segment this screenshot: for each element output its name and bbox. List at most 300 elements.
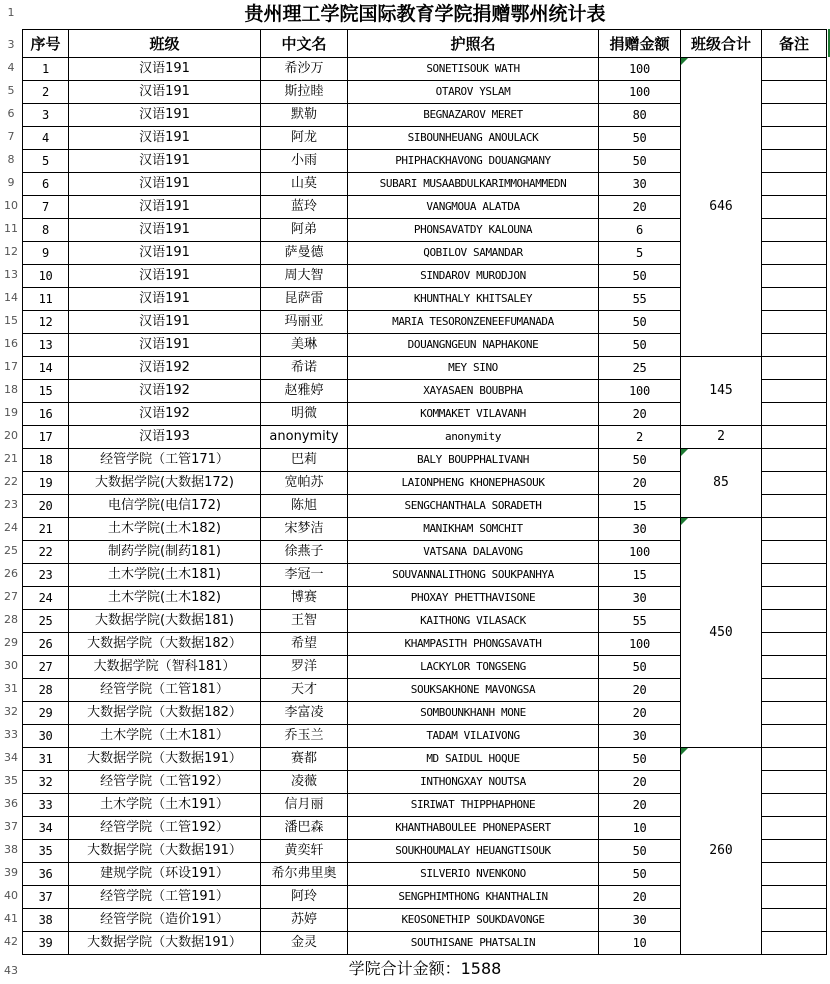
cell-amount[interactable]: 50 (599, 311, 681, 334)
cell-chinese-name[interactable]: 潘巴森 (261, 817, 348, 840)
cell-chinese-name[interactable]: 山莫 (261, 173, 348, 196)
cell-class-total[interactable] (681, 518, 762, 748)
cell-passport-name[interactable]: QOBILOV SAMANDAR (348, 242, 599, 265)
cell-passport-name[interactable]: SIRIWAT THIPPHAPHONE (348, 794, 599, 817)
cell-remark[interactable] (762, 633, 827, 656)
cell-class[interactable]: 汉语193 (69, 426, 261, 449)
cell-passport-name[interactable]: PHIPHACKHAVONG DOUANGMANY (348, 150, 599, 173)
cell-amount[interactable]: 100 (599, 380, 681, 403)
cell-remark[interactable] (762, 357, 827, 380)
cell-chinese-name[interactable]: 苏婷 (261, 909, 348, 932)
cell-class[interactable]: 大数据学院（大数据182） (69, 633, 261, 656)
cell-amount[interactable]: 80 (599, 104, 681, 127)
cell-class[interactable]: 经管学院（工管192） (69, 771, 261, 794)
cell-remark[interactable] (762, 518, 827, 541)
cell-passport-name[interactable]: MEY SINO (348, 357, 599, 380)
cell-amount[interactable]: 20 (599, 472, 681, 495)
grand-total-cell[interactable]: 学院合计金额：1588 (348, 959, 502, 978)
row-number[interactable]: 10 (4, 199, 18, 212)
cell-no[interactable]: 30 (23, 725, 69, 748)
cell-class[interactable]: 经管学院（工管191） (69, 886, 261, 909)
cell-chinese-name[interactable]: 凌薇 (261, 771, 348, 794)
cell-class[interactable]: 经管学院（工管171） (69, 449, 261, 472)
cell-remark[interactable] (762, 794, 827, 817)
cell-no[interactable]: 18 (23, 449, 69, 472)
cell-passport-name[interactable]: XAYASAEN BOUBPHA (348, 380, 599, 403)
cell-no[interactable]: 27 (23, 656, 69, 679)
cell-no[interactable]: 21 (23, 518, 69, 541)
cell-amount[interactable]: 55 (599, 288, 681, 311)
table-row (23, 518, 827, 541)
cell-no[interactable]: 2 (23, 81, 69, 104)
row-number[interactable]: 5 (7, 84, 15, 97)
cell-amount[interactable]: 20 (599, 403, 681, 426)
row-number[interactable]: 30 (4, 659, 18, 672)
row-number[interactable]: 9 (7, 176, 15, 189)
cell-class[interactable]: 汉语192 (69, 380, 261, 403)
cell-passport-name[interactable]: LACKYLOR TONGSENG (348, 656, 599, 679)
cell-class[interactable]: 制药学院(制药181) (69, 541, 261, 564)
cell-remark[interactable] (762, 288, 827, 311)
cell-passport-name[interactable]: SONETISOUK WATH (348, 58, 599, 81)
row-number[interactable]: 19 (4, 406, 18, 419)
row-number[interactable]: 17 (4, 360, 18, 373)
cell-amount[interactable]: 50 (599, 150, 681, 173)
cell-no[interactable]: 20 (23, 495, 69, 518)
cell-amount[interactable]: 20 (599, 679, 681, 702)
cell-amount[interactable]: 100 (599, 541, 681, 564)
cell-class[interactable]: 大数据学院(大数据172) (69, 472, 261, 495)
cell-remark[interactable] (762, 748, 827, 771)
cell-class[interactable]: 土木学院(土木182) (69, 587, 261, 610)
row-number[interactable]: 37 (4, 820, 18, 833)
cell-class[interactable]: 汉语191 (69, 127, 261, 150)
cell-amount[interactable]: 50 (599, 127, 681, 150)
cell-passport-name[interactable]: KHANTHABOULEE PHONEPASERT (348, 817, 599, 840)
cell-amount[interactable]: 30 (599, 909, 681, 932)
class-total-value: 2 (717, 429, 725, 444)
cell-class[interactable]: 汉语191 (69, 150, 261, 173)
row-number[interactable]: 42 (4, 935, 18, 948)
row-number[interactable]: 27 (4, 590, 18, 603)
cell-chinese-name[interactable]: 希尔弗里奥 (261, 863, 348, 886)
cell-passport-name[interactable]: anonymity (348, 426, 599, 449)
cell-remark[interactable] (762, 127, 827, 150)
row-number[interactable]: 8 (7, 153, 15, 166)
cell-remark[interactable] (762, 173, 827, 196)
cell-class[interactable]: 汉语192 (69, 403, 261, 426)
row-number[interactable]: 40 (4, 889, 18, 902)
row-number[interactable]: 6 (7, 107, 15, 120)
cell-passport-name[interactable]: SOUKSAKHONE MAVONGSA (348, 679, 599, 702)
cell-no[interactable]: 3 (23, 104, 69, 127)
cell-no[interactable]: 25 (23, 610, 69, 633)
cell-class[interactable]: 经管学院（工管192） (69, 817, 261, 840)
cell-passport-name[interactable]: KOMMAKET VILAVANH (348, 403, 599, 426)
cell-no[interactable]: 22 (23, 541, 69, 564)
cell-chinese-name[interactable]: 默勒 (261, 104, 348, 127)
cell-no[interactable]: 34 (23, 817, 69, 840)
row-number[interactable]: 16 (4, 337, 18, 350)
cell-chinese-name[interactable]: 天才 (261, 679, 348, 702)
cell-no[interactable]: 8 (23, 219, 69, 242)
cell-no[interactable]: 12 (23, 311, 69, 334)
cell-amount[interactable]: 50 (599, 449, 681, 472)
cell-no[interactable]: 4 (23, 127, 69, 150)
cell-no[interactable]: 39 (23, 932, 69, 955)
cell-class[interactable]: 汉语191 (69, 288, 261, 311)
row-number[interactable]: 13 (4, 268, 18, 281)
cell-amount[interactable]: 50 (599, 265, 681, 288)
cell-remark[interactable] (762, 196, 827, 219)
row-number[interactable]: 20 (4, 429, 18, 442)
cell-class-total[interactable] (681, 58, 762, 357)
row-number[interactable]: 7 (7, 130, 15, 143)
cell-amount[interactable]: 20 (599, 196, 681, 219)
cell-chinese-name[interactable]: 周大智 (261, 265, 348, 288)
cell-class[interactable]: 汉语191 (69, 242, 261, 265)
cell-no[interactable]: 37 (23, 886, 69, 909)
cell-passport-name[interactable]: TADAM VILAIVONG (348, 725, 599, 748)
cell-amount[interactable]: 15 (599, 495, 681, 518)
cell-chinese-name[interactable]: 希望 (261, 633, 348, 656)
table-row (23, 426, 827, 449)
cell-passport-name[interactable]: MD SAIDUL HOQUE (348, 748, 599, 771)
cell-class[interactable]: 汉语191 (69, 334, 261, 357)
cell-class[interactable]: 汉语191 (69, 219, 261, 242)
cell-class[interactable]: 汉语191 (69, 196, 261, 219)
cell-class-total[interactable] (681, 748, 762, 955)
row-number[interactable]: 18 (4, 383, 18, 396)
row-number[interactable]: 22 (4, 475, 18, 488)
cell-amount[interactable]: 15 (599, 564, 681, 587)
cell-remark[interactable] (762, 58, 827, 81)
cell-chinese-name[interactable]: 斯拉睦 (261, 81, 348, 104)
cell-passport-name[interactable]: SILVERIO NVENKONO (348, 863, 599, 886)
row-number[interactable]: 28 (4, 613, 18, 626)
cell-chinese-name[interactable]: 王智 (261, 610, 348, 633)
cell-chinese-name[interactable]: 希沙万 (261, 58, 348, 81)
header-cell-class-total[interactable]: 班级合计 (681, 30, 762, 58)
row-number[interactable]: 38 (4, 843, 18, 856)
cell-passport-name[interactable]: VANGMOUA ALATDA (348, 196, 599, 219)
row-number[interactable]: 33 (4, 728, 18, 741)
sheet-title[interactable]: 贵州理工学院国际教育学院捐赠鄂州统计表 (244, 3, 606, 25)
header-cell-no[interactable]: 序号 (23, 30, 69, 58)
cell-passport-name[interactable]: SOMBOUNKHANH MONE (348, 702, 599, 725)
cell-class[interactable]: 汉语191 (69, 81, 261, 104)
cell-chinese-name[interactable]: 赛都 (261, 748, 348, 771)
cell-remark[interactable] (762, 426, 827, 449)
cell-amount[interactable]: 100 (599, 81, 681, 104)
cell-class[interactable]: 大数据学院（智科181） (69, 656, 261, 679)
cell-chinese-name[interactable]: 阿玲 (261, 886, 348, 909)
cell-no[interactable]: 7 (23, 196, 69, 219)
cell-no[interactable]: 11 (23, 288, 69, 311)
cell-passport-name[interactable]: LAIONPHENG KHONEPHASOUK (348, 472, 599, 495)
class-total-value: 85 (713, 475, 729, 490)
cell-chinese-name[interactable]: 玛丽亚 (261, 311, 348, 334)
cell-remark[interactable] (762, 449, 827, 472)
cell-remark[interactable] (762, 610, 827, 633)
cell-class[interactable]: 汉语191 (69, 58, 261, 81)
header-row (23, 30, 827, 58)
cell-class[interactable]: 汉语191 (69, 173, 261, 196)
cell-passport-name[interactable]: PHONSAVATDY KALOUNA (348, 219, 599, 242)
row-number[interactable]: 15 (4, 314, 18, 327)
cell-chinese-name[interactable]: 李富凌 (261, 702, 348, 725)
row-number[interactable]: 43 (4, 964, 18, 977)
cell-no[interactable]: 1 (23, 58, 69, 81)
cell-chinese-name[interactable]: 宋梦洁 (261, 518, 348, 541)
header-cell-class[interactable]: 班级 (69, 30, 261, 58)
cell-amount[interactable]: 6 (599, 219, 681, 242)
cell-class[interactable]: 经管学院（工管181） (69, 679, 261, 702)
row-number[interactable]: 21 (4, 452, 18, 465)
cell-chinese-name[interactable]: 罗洋 (261, 656, 348, 679)
cell-no[interactable]: 15 (23, 380, 69, 403)
cell-chinese-name[interactable]: 李冠一 (261, 564, 348, 587)
cell-remark[interactable] (762, 932, 827, 955)
cell-class-total[interactable] (681, 449, 762, 518)
cell-no[interactable]: 17 (23, 426, 69, 449)
header-cell-passport-name[interactable]: 护照名 (348, 30, 599, 58)
cell-class[interactable]: 电信学院(电信172) (69, 495, 261, 518)
cell-class[interactable]: 汉语191 (69, 265, 261, 288)
cell-no[interactable]: 13 (23, 334, 69, 357)
cell-class[interactable]: 大数据学院（大数据191） (69, 840, 261, 863)
cell-class-total[interactable] (681, 426, 762, 449)
row-number[interactable]: 36 (4, 797, 18, 810)
row-number[interactable]: 31 (4, 682, 18, 695)
cell-amount[interactable]: 20 (599, 702, 681, 725)
cell-chinese-name[interactable]: 信月丽 (261, 794, 348, 817)
cell-passport-name[interactable]: KHAMPASITH PHONGSAVATH (348, 633, 599, 656)
cell-passport-name[interactable]: KHUNTHALY KHITSALEY (348, 288, 599, 311)
cell-passport-name[interactable]: SINDAROV MURODJON (348, 265, 599, 288)
cell-amount[interactable]: 100 (599, 58, 681, 81)
cell-remark[interactable] (762, 81, 827, 104)
cell-amount[interactable]: 20 (599, 771, 681, 794)
cell-amount[interactable]: 20 (599, 794, 681, 817)
cell-passport-name[interactable]: KEOSONETHIP SOUKDAVONGE (348, 909, 599, 932)
cell-class[interactable]: 土木学院(土木182) (69, 518, 261, 541)
row-number[interactable]: 24 (4, 521, 18, 534)
row-number[interactable]: 29 (4, 636, 18, 649)
cell-no[interactable]: 26 (23, 633, 69, 656)
cell-chinese-name[interactable]: 宽帕苏 (261, 472, 348, 495)
cell-remark[interactable] (762, 265, 827, 288)
cell-passport-name[interactable]: SUBARI MUSAABDULKARIMMOHAMMEDN (348, 173, 599, 196)
row-number[interactable]: 41 (4, 912, 18, 925)
cell-chinese-name[interactable]: 蓝玲 (261, 196, 348, 219)
cell-chinese-name[interactable]: 美琳 (261, 334, 348, 357)
cell-passport-name[interactable]: SENGPHIMTHONG KHANTHALIN (348, 886, 599, 909)
cell-remark[interactable] (762, 219, 827, 242)
cell-remark[interactable] (762, 702, 827, 725)
cell-remark[interactable] (762, 725, 827, 748)
table-row (23, 357, 827, 380)
row-number[interactable]: 34 (4, 751, 18, 764)
comment-flag-icon (681, 58, 688, 65)
cell-no[interactable]: 23 (23, 564, 69, 587)
cell-passport-name[interactable]: SENGCHANTHALA SORADETH (348, 495, 599, 518)
cell-remark[interactable] (762, 334, 827, 357)
cell-class[interactable]: 汉语191 (69, 104, 261, 127)
cell-amount[interactable]: 50 (599, 334, 681, 357)
cell-no[interactable]: 36 (23, 863, 69, 886)
cell-amount[interactable]: 25 (599, 357, 681, 380)
cell-remark[interactable] (762, 472, 827, 495)
cell-chinese-name[interactable]: 金灵 (261, 932, 348, 955)
cell-class[interactable]: 汉语191 (69, 311, 261, 334)
cell-amount[interactable]: 50 (599, 863, 681, 886)
cell-passport-name[interactable]: BALY BOUPPHALIVANH (348, 449, 599, 472)
cell-remark[interactable] (762, 495, 827, 518)
cell-chinese-name[interactable]: 阿龙 (261, 127, 348, 150)
cell-remark[interactable] (762, 679, 827, 702)
cell-remark[interactable] (762, 104, 827, 127)
cell-no[interactable]: 35 (23, 840, 69, 863)
cell-class[interactable]: 土木学院(土木181) (69, 564, 261, 587)
row-number[interactable]: 25 (4, 544, 18, 557)
cell-remark[interactable] (762, 541, 827, 564)
cell-class[interactable]: 汉语192 (69, 357, 261, 380)
row-number[interactable]: 11 (4, 222, 18, 235)
cell-remark[interactable] (762, 909, 827, 932)
cell-passport-name[interactable]: DOUANGNGEUN NAPHAKONE (348, 334, 599, 357)
cell-chinese-name[interactable]: 阿弟 (261, 219, 348, 242)
cell-no[interactable]: 38 (23, 909, 69, 932)
cell-chinese-name[interactable]: 徐燕子 (261, 541, 348, 564)
cell-no[interactable]: 10 (23, 265, 69, 288)
cell-passport-name[interactable]: BEGNAZAROV MERET (348, 104, 599, 127)
cell-chinese-name[interactable]: 赵雅婷 (261, 380, 348, 403)
cell-no[interactable]: 14 (23, 357, 69, 380)
row-number[interactable]: 39 (4, 866, 18, 879)
donation-table (22, 29, 827, 955)
row-number[interactable]: 4 (7, 61, 15, 74)
cell-class[interactable]: 大数据学院（大数据182） (69, 702, 261, 725)
cell-chinese-name[interactable]: 明微 (261, 403, 348, 426)
cell-amount[interactable]: 50 (599, 656, 681, 679)
cell-remark[interactable] (762, 656, 827, 679)
cell-remark[interactable] (762, 403, 827, 426)
header-cell-chinese-name[interactable]: 中文名 (261, 30, 348, 58)
row-number[interactable]: 35 (4, 774, 18, 787)
cell-passport-name[interactable]: SIBOUNHEUANG ANOULACK (348, 127, 599, 150)
cell-passport-name[interactable]: MANIKHAM SOMCHIT (348, 518, 599, 541)
cell-no[interactable]: 24 (23, 587, 69, 610)
cell-amount[interactable]: 30 (599, 518, 681, 541)
cell-remark[interactable] (762, 150, 827, 173)
row-number[interactable]: 26 (4, 567, 18, 580)
cell-remark[interactable] (762, 817, 827, 840)
cell-remark[interactable] (762, 380, 827, 403)
cell-amount[interactable]: 10 (599, 932, 681, 955)
cell-no[interactable]: 32 (23, 771, 69, 794)
cell-no[interactable]: 28 (23, 679, 69, 702)
cell-amount[interactable]: 50 (599, 840, 681, 863)
cell-no[interactable]: 5 (23, 150, 69, 173)
cell-passport-name[interactable]: INTHONGXAY NOUTSA (348, 771, 599, 794)
cell-no[interactable]: 16 (23, 403, 69, 426)
cell-no[interactable]: 9 (23, 242, 69, 265)
row-number[interactable]: 23 (4, 498, 18, 511)
cell-amount[interactable]: 55 (599, 610, 681, 633)
cell-amount[interactable]: 20 (599, 886, 681, 909)
cell-remark[interactable] (762, 242, 827, 265)
cell-remark[interactable] (762, 564, 827, 587)
cell-amount[interactable]: 2 (599, 426, 681, 449)
cell-class[interactable]: 土木学院（土木181） (69, 725, 261, 748)
cell-no[interactable]: 31 (23, 748, 69, 771)
row-number[interactable]: 32 (4, 705, 18, 718)
cell-remark[interactable] (762, 886, 827, 909)
cell-chinese-name[interactable]: 乔玉兰 (261, 725, 348, 748)
cell-remark[interactable] (762, 840, 827, 863)
cell-chinese-name[interactable]: 巴莉 (261, 449, 348, 472)
cell-remark[interactable] (762, 863, 827, 886)
cell-chinese-name[interactable]: 博赛 (261, 587, 348, 610)
cell-amount[interactable]: 5 (599, 242, 681, 265)
cell-no[interactable]: 29 (23, 702, 69, 725)
cell-amount[interactable]: 50 (599, 748, 681, 771)
cell-passport-name[interactable]: KAITHONG VILASACK (348, 610, 599, 633)
cell-class[interactable]: 大数据学院（大数据191） (69, 932, 261, 955)
cell-remark[interactable] (762, 587, 827, 610)
cell-class[interactable]: 土木学院（土木191） (69, 794, 261, 817)
cell-class-total[interactable] (681, 357, 762, 426)
row-number[interactable]: 3 (7, 38, 15, 51)
cell-chinese-name[interactable]: 萨曼德 (261, 242, 348, 265)
cell-passport-name[interactable]: OTAROV YSLAM (348, 81, 599, 104)
cell-passport-name[interactable]: VATSANA DALAVONG (348, 541, 599, 564)
cell-class[interactable]: 大数据学院（大数据191） (69, 748, 261, 771)
cell-amount[interactable]: 10 (599, 817, 681, 840)
row-number[interactable]: 1 (7, 6, 15, 19)
cell-passport-name[interactable]: SOUKHOUMALAY HEUANGTISOUK (348, 840, 599, 863)
cell-chinese-name[interactable]: 黄奕轩 (261, 840, 348, 863)
cell-chinese-name[interactable]: 昆萨雷 (261, 288, 348, 311)
cell-no[interactable]: 33 (23, 794, 69, 817)
cell-passport-name[interactable]: SOUVANNALITHONG SOUKPANHYA (348, 564, 599, 587)
cell-chinese-name[interactable]: 小雨 (261, 150, 348, 173)
comment-flag-icon (681, 449, 688, 456)
cell-amount[interactable]: 30 (599, 725, 681, 748)
cell-chinese-name[interactable]: 陈旭 (261, 495, 348, 518)
header-cell-amount[interactable]: 捐赠金额 (599, 30, 681, 58)
cell-class[interactable]: 大数据学院(大数据181) (69, 610, 261, 633)
cell-amount[interactable]: 100 (599, 633, 681, 656)
row-number[interactable]: 14 (4, 291, 18, 304)
header-cell-remark[interactable]: 备注 (762, 30, 827, 58)
cell-class[interactable]: 建规学院（环设191） (69, 863, 261, 886)
cell-passport-name[interactable]: SOUTHISANE PHATSALIN (348, 932, 599, 955)
row-number[interactable]: 12 (4, 245, 18, 258)
cell-passport-name[interactable]: PHOXAY PHETTHAVISONE (348, 587, 599, 610)
cell-amount[interactable]: 30 (599, 173, 681, 196)
cell-chinese-name[interactable]: 希诺 (261, 357, 348, 380)
cell-chinese-name[interactable]: anonymity (261, 426, 348, 449)
cell-no[interactable]: 19 (23, 472, 69, 495)
cell-remark[interactable] (762, 771, 827, 794)
cell-remark[interactable] (762, 311, 827, 334)
cell-passport-name[interactable]: MARIA TESORONZENEEFUMANADA (348, 311, 599, 334)
cell-class[interactable]: 经管学院（造价191） (69, 909, 261, 932)
cell-amount[interactable]: 30 (599, 587, 681, 610)
cell-no[interactable]: 6 (23, 173, 69, 196)
